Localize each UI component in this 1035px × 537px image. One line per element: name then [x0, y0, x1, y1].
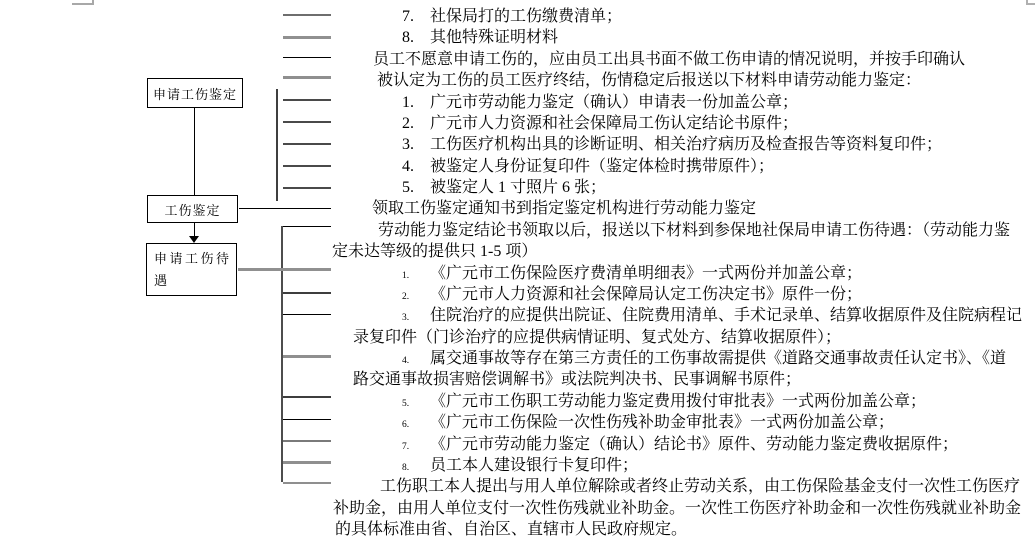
- callout-tick: [283, 187, 331, 189]
- callout-tick: [283, 226, 331, 227]
- cutoff-box-corner-right-edge: [1026, 0, 1028, 4]
- text-line: [377, 70, 921, 91]
- callout-tick: [283, 314, 331, 315]
- flow-box-appraisal[interactable]: 工伤鉴定: [147, 195, 238, 223]
- text-line: [402, 348, 1006, 369]
- text-line: [402, 434, 958, 455]
- text-line: [402, 27, 558, 48]
- text-line: [372, 198, 756, 219]
- callout-tick: [283, 57, 331, 58]
- line-text: 录复印件（门诊治疗的应提供病情证明、复式处方、结算收据原件）；: [353, 328, 842, 346]
- callout-tick: [283, 355, 331, 358]
- cutoff-box-corner-left-edge: [92, 0, 94, 5]
- callout-tick: [283, 76, 331, 79]
- line-text: 其他特殊证明材料: [430, 29, 559, 47]
- connector-box1-box2: [194, 108, 195, 195]
- text-line: [402, 284, 862, 305]
- list-number: 4.: [402, 356, 410, 366]
- text-line: [332, 241, 537, 262]
- text-line: [402, 177, 606, 198]
- text-line: [402, 156, 774, 177]
- list-number: 5.: [402, 398, 410, 409]
- line-text: 广元市人力资源和社会保障局工伤认定结论书原件；: [430, 114, 799, 132]
- line-text: 的具体标准由省、自治区、直辖市人民政府规定。: [335, 521, 688, 537]
- line-text: 补助金，由用人单位支付一次性伤残就业补助金。一次性工伤医疗补助金和一次性伤残就业补助金: [333, 499, 1022, 517]
- callout-tick: [283, 292, 331, 294]
- connector-box2-text: [239, 208, 331, 209]
- flow-box-apply-benefits[interactable]: [146, 243, 237, 296]
- line-text: 被鉴定人身份证复印件（鉴定体检时携带原件）；: [430, 157, 775, 175]
- text-line: [402, 455, 638, 476]
- line-text: 住院治疗的应提供出院证、住院费用清单、手术记录单、结算收据原件及住院病程记: [430, 307, 1023, 325]
- list-number: 3.: [402, 313, 410, 324]
- callout-tick: [283, 99, 331, 101]
- line-text: 社保局打的工伤缴费清单；: [430, 8, 623, 25]
- list-number: 3.: [402, 136, 414, 154]
- text-line: [402, 391, 926, 412]
- flow-box-apply-appraisal[interactable]: 申请工伤鉴定: [147, 78, 243, 108]
- flow-box-apply-benefits-line1: 申请工伤待: [154, 251, 232, 266]
- callout-tick: [283, 461, 331, 464]
- list-number: 8.: [402, 29, 414, 47]
- list-number: 5.: [402, 179, 414, 196]
- line-text: 广元市劳动能力鉴定（确认）申请表一份加盖公章；: [430, 93, 799, 111]
- line-text: 《广元市工伤保险医疗费清单明细表》一式两份并加盖公章；: [430, 264, 863, 282]
- text-line: [333, 498, 1021, 519]
- line-text: 路交通事故损害赔偿调解书》或法院判决书、民事调解书原件；: [353, 371, 802, 389]
- text-line: [373, 49, 965, 70]
- callout-tick: [283, 143, 331, 145]
- callout-tick: [283, 440, 331, 442]
- line-text: 工伤职工本人提出与用人单位解除或者终止劳动关系，由工伤保险基金支付一次性工伤医疗: [380, 478, 1021, 496]
- line-text: 员工不愿意申请工伤的，应由员工出具书面不做工伤申请的情况说明，并按手印确认: [373, 50, 966, 68]
- list-number: 4.: [402, 157, 414, 175]
- line-text: 《广元市工伤保险一次性伤残补助金审批表》一式两份加盖公章；: [430, 414, 895, 432]
- connector-box3-rail: [238, 268, 331, 271]
- text-line: [378, 220, 1010, 241]
- list-number: 1.: [402, 270, 410, 281]
- text-line: [380, 476, 1020, 497]
- text-line: [402, 263, 862, 284]
- list-number: 7.: [402, 8, 414, 25]
- line-text: 定未达等级的提供只 1-5 项）: [332, 243, 538, 261]
- list-number: 6.: [402, 420, 410, 431]
- text-line: [402, 113, 798, 134]
- text-line: [353, 369, 801, 390]
- text-line: [402, 412, 894, 433]
- text-line: [402, 305, 1022, 326]
- list-number: 7.: [402, 441, 410, 452]
- callout-tick: [283, 14, 331, 16]
- list-number: 2.: [402, 291, 410, 302]
- connector-box2-box3: [194, 223, 195, 237]
- text-line: [335, 519, 687, 537]
- callout-tick: [283, 482, 331, 484]
- text-line: [402, 134, 942, 155]
- cutoff-box-corner-left: [72, 3, 94, 5]
- line-text: 属交通事故等存在第三方责任的工伤事故需提供《道路交通事故责任认定书》、《道: [430, 350, 1007, 367]
- line-text: 领取工伤鉴定通知书到指定鉴定机构进行劳动能力鉴定: [372, 200, 757, 218]
- line-text: 被认定为工伤的员工医疗终结，伤情稳定后报送以下材料申请劳动能力鉴定：: [377, 72, 922, 90]
- list-number: 1.: [402, 93, 414, 111]
- line-text: 《广元市人力资源和社会保障局认定工伤决定书》原件一份；: [430, 285, 863, 303]
- line-text: 《广元市劳动能力鉴定（确认）结论书》原件、劳动能力鉴定费收据原件；: [430, 435, 959, 453]
- callout-tick: [283, 396, 331, 398]
- list-number: 2.: [402, 114, 414, 132]
- text-line: [353, 327, 841, 348]
- upper-callout-rail: [276, 89, 278, 201]
- line-text: 员工本人建设银行卡复印件；: [430, 456, 639, 474]
- list-number: 8.: [402, 462, 410, 473]
- callout-tick: [283, 121, 331, 123]
- callout-tick: [283, 419, 331, 420]
- line-text: 《广元市工伤职工劳动能力鉴定费用拨付审批表》一式两份加盖公章；: [430, 392, 927, 410]
- callout-tick: [283, 36, 331, 39]
- line-text: 工伤医疗机构出具的诊断证明、相关治疗病历及检查报告等资料复印件；: [430, 136, 943, 154]
- line-text: 被鉴定人 1 寸照片 6 张；: [430, 179, 607, 196]
- lower-callout-rail: [281, 226, 283, 482]
- line-text: 劳动能力鉴定结论书领取以后，报送以下材料到参保地社保局申请工伤待遇：（劳动能力鉴: [378, 221, 1011, 239]
- text-line: [402, 6, 622, 27]
- arrow-down-icon: [189, 236, 199, 243]
- flow-box-apply-benefits-line2: 遇: [154, 272, 170, 288]
- callout-tick: [283, 165, 331, 167]
- text-line: [402, 92, 798, 113]
